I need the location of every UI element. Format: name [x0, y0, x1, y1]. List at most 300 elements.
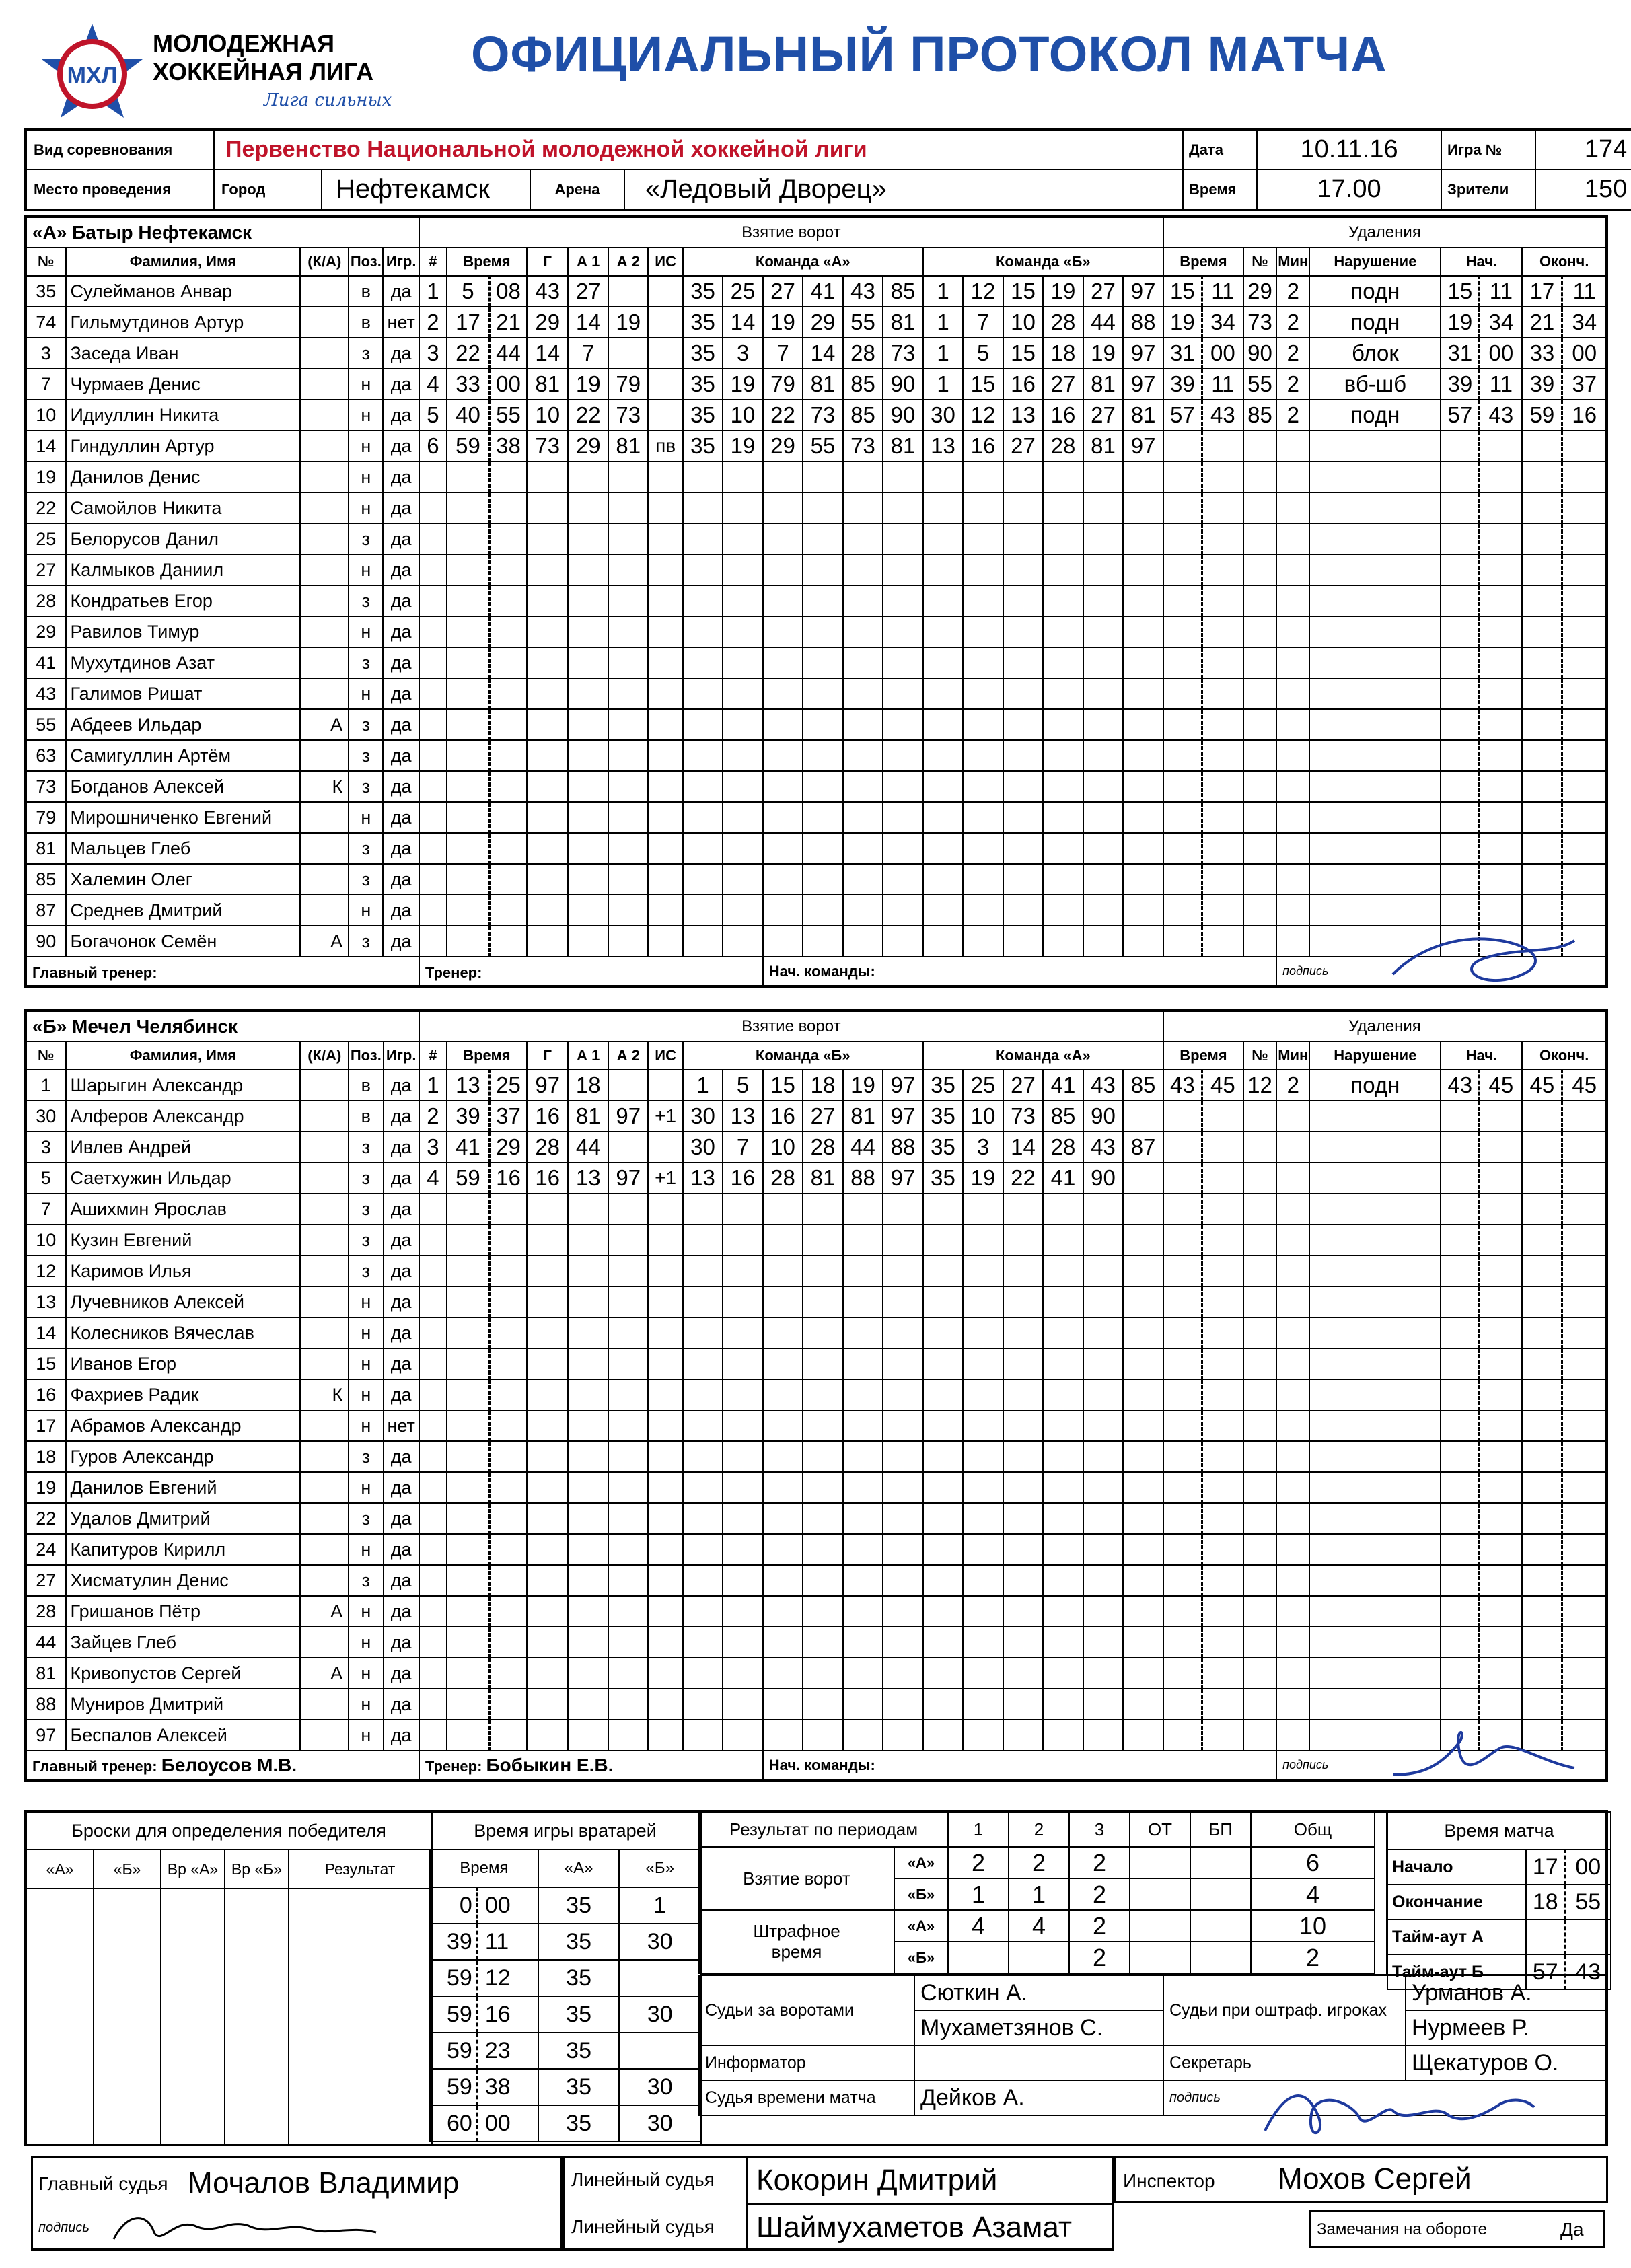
period-value: 1: [948, 1878, 1009, 1910]
period-value: 2: [1069, 1910, 1130, 1942]
pen-end-min: [1522, 740, 1562, 771]
period-value: 4: [1009, 1910, 1069, 1942]
own-on-ice: 35: [683, 276, 723, 307]
pen-start-min: [1441, 833, 1479, 864]
goal-empty: [648, 1224, 682, 1255]
pen-end-sec: [1562, 802, 1607, 833]
player-row: [26, 678, 1607, 709]
pen-end-min: [1522, 1255, 1562, 1286]
player-role: [300, 864, 349, 895]
goal-number: [419, 647, 447, 678]
player-number: 16: [26, 1379, 66, 1410]
goal-empty: [608, 1317, 649, 1348]
time-label: Время: [1183, 170, 1257, 210]
pen-empty: [1309, 1286, 1441, 1317]
goal-empty: [723, 864, 763, 895]
goal-empty: [803, 771, 843, 802]
goalie-a: 35: [538, 1924, 620, 1960]
goal-minute: [447, 554, 490, 585]
player-played: да: [384, 1379, 419, 1410]
goal-empty: [568, 1596, 608, 1627]
goal-empty: [803, 554, 843, 585]
pen-start-min: [1441, 1534, 1479, 1565]
timeout-b-sec: 43: [1565, 1954, 1611, 1989]
player-position: н: [349, 400, 383, 431]
goal-empty: [923, 833, 964, 864]
goal-empty: [608, 740, 649, 771]
player-number: 22: [26, 1503, 66, 1534]
goal-empty: [1043, 864, 1083, 895]
remarks-value: Да: [1560, 2219, 1584, 2240]
pen-start-sec: [1480, 740, 1523, 771]
goal-empty: [883, 462, 923, 492]
player-name: Калмыков Даниил: [66, 554, 301, 585]
goal-empty: [883, 895, 923, 926]
end-label: Окончание: [1387, 1885, 1526, 1919]
pen-start-sec: [1480, 1163, 1523, 1194]
goal-empty: [527, 1224, 569, 1255]
pen-empty: [1202, 1565, 1243, 1596]
pen-empty: [1243, 1472, 1276, 1503]
secretary-label: Секретарь: [1163, 2045, 1406, 2080]
goal-empty: [1123, 1255, 1163, 1286]
date-label: Дата: [1183, 129, 1257, 170]
goal-empty: [490, 1255, 527, 1286]
pen-empty: [1276, 1596, 1309, 1627]
player-name: Удалов Дмитрий: [66, 1503, 301, 1534]
pen-empty: [1276, 1255, 1309, 1286]
own-on-ice: 19: [723, 431, 763, 462]
col-pos: Поз.: [349, 248, 383, 276]
period-value: [1130, 1847, 1190, 1878]
goal-empty: [1043, 523, 1083, 554]
goal-empty: [1083, 647, 1124, 678]
goalie-col-b: «Б»: [619, 1850, 700, 1887]
goal-empty: [608, 864, 649, 895]
col-assist-2: А 2: [608, 248, 649, 276]
pen-end-sec: [1562, 462, 1607, 492]
player-row: [26, 1441, 1607, 1472]
player-position: н: [349, 431, 383, 462]
goal-empty: [1003, 864, 1044, 895]
city-label: Город: [214, 170, 322, 210]
periods-block: [700, 1813, 1373, 1974]
player-number: 87: [26, 895, 66, 926]
goal-empty: [1083, 1627, 1124, 1658]
goal-empty: [883, 1410, 923, 1441]
goal-number: [419, 492, 447, 523]
period-value: [1190, 1847, 1251, 1878]
pen-start-sec: [1480, 1565, 1523, 1596]
opp-on-ice: 35: [923, 1070, 964, 1101]
own-on-ice: 35: [683, 400, 723, 431]
goal-empty: [490, 740, 527, 771]
pen-start-min: [1441, 1503, 1479, 1534]
goal-empty: [923, 895, 964, 926]
player-position: з: [349, 1441, 383, 1472]
pen-minute: [1163, 616, 1202, 647]
goal-empty: [1123, 1534, 1163, 1565]
goal-empty: [963, 523, 1003, 554]
goal-empty: [1003, 585, 1044, 616]
goalie-b: 30: [619, 1996, 700, 2033]
goal-minute: [447, 1255, 490, 1286]
col-assist-1: А 1: [568, 248, 608, 276]
goal-empty: [648, 1194, 682, 1224]
goal-empty: [723, 1348, 763, 1379]
col-assist-2: А 2: [608, 1041, 649, 1070]
goal-empty: [683, 1410, 723, 1441]
player-played: да: [383, 895, 419, 926]
goal-empty: [1123, 1658, 1163, 1689]
goal-empty: [568, 554, 608, 585]
player-number: 74: [26, 307, 66, 338]
opp-on-ice: 81: [1123, 400, 1163, 431]
goal-empty: [490, 926, 527, 957]
player-played: да: [383, 492, 419, 523]
trainer-value: Бобыкин Е.В.: [486, 1754, 614, 1776]
pen-start-min: 57: [1441, 400, 1479, 431]
goal-second: 44: [490, 338, 527, 369]
player-played: да: [384, 1317, 419, 1348]
goal-empty: [763, 802, 803, 833]
goal-is: [648, 1132, 682, 1163]
player-name: Беспалов Алексей: [66, 1720, 301, 1751]
goal-empty: [683, 492, 723, 523]
period-team: «Б»: [894, 1878, 948, 1910]
period-value: 2: [1069, 1942, 1130, 1973]
pen-start-min: [1441, 1472, 1479, 1503]
col-num: №: [26, 248, 66, 276]
goal-empty: [648, 554, 682, 585]
page-title: ОФИЦИАЛЬНЫЙ ПРОТОКОЛ МАТЧА: [471, 26, 1387, 82]
player-position: н: [349, 492, 383, 523]
pen-minute: [1163, 554, 1202, 585]
goal-empty: [843, 492, 883, 523]
own-on-ice: 3: [723, 338, 763, 369]
goal-empty: [1043, 1224, 1083, 1255]
pen-empty: [1243, 1410, 1276, 1441]
pen-end-sec: [1562, 1348, 1607, 1379]
goal-empty: [763, 585, 803, 616]
period-value: [1130, 1910, 1190, 1942]
goal-empty: [683, 1596, 723, 1627]
goal-empty: [963, 1224, 1003, 1255]
goal-empty: [803, 647, 843, 678]
pen-start-sec: [1480, 1472, 1523, 1503]
goal-empty: [923, 1317, 964, 1348]
player-played: да: [383, 802, 419, 833]
goal-empty: [923, 1255, 964, 1286]
pen-end-sec: 11: [1562, 276, 1607, 307]
pen-end-min: [1522, 1194, 1562, 1224]
player-number: 3: [26, 338, 66, 369]
timeout-b-min: 57: [1526, 1954, 1565, 1989]
goal-empty: [843, 1534, 883, 1565]
goal-empty: [923, 1224, 964, 1255]
pen-end-min: [1522, 585, 1562, 616]
player-row: [26, 1379, 1607, 1410]
goal-empty: [923, 1596, 964, 1627]
goal-empty: [1003, 1286, 1044, 1317]
own-on-ice: 97: [883, 1101, 923, 1132]
goalie-a: 35: [538, 1996, 620, 2033]
pen-start-min: [1441, 709, 1479, 740]
player-row: [26, 616, 1607, 647]
goal-empty: [883, 709, 923, 740]
player-played: да: [383, 616, 419, 647]
pen-minute: [1163, 1410, 1202, 1441]
player-position: н: [349, 1286, 383, 1317]
goal-empty: [803, 1194, 843, 1224]
goal-empty: [1043, 926, 1083, 957]
player-number: 28: [26, 1596, 66, 1627]
goal-empty: [803, 1472, 843, 1503]
pen-empty: [1202, 1596, 1243, 1627]
pen-start-sec: [1480, 647, 1523, 678]
shootout-grid: [27, 1887, 431, 2144]
period-value: 4: [1251, 1878, 1375, 1910]
pen-start-min: [1441, 616, 1479, 647]
pen-infraction: подн: [1309, 307, 1441, 338]
opp-on-ice: 1: [923, 276, 964, 307]
player-row: [26, 647, 1607, 678]
goal-empty: [883, 554, 923, 585]
goal-empty: [923, 709, 964, 740]
goal-empty: [490, 1410, 527, 1441]
pen-empty: [1309, 616, 1441, 647]
goal-empty: [843, 554, 883, 585]
goal-number: 3: [419, 338, 447, 369]
goal-assist-1: 22: [568, 400, 608, 431]
player-position: н: [349, 1379, 383, 1410]
player-position: н: [349, 1534, 383, 1565]
player-row: [26, 1534, 1607, 1565]
goal-empty: [1123, 1565, 1163, 1596]
goal-empty: [923, 1379, 964, 1410]
period-value: 10: [1251, 1910, 1375, 1942]
goal-empty: [883, 1379, 923, 1410]
pen-player: 12: [1243, 1070, 1276, 1101]
pen-empty: [1243, 1163, 1276, 1194]
goal-empty: [568, 1472, 608, 1503]
player-number: 19: [26, 462, 66, 492]
player-name: Заседа Иван: [66, 338, 301, 369]
goal-empty: [763, 1627, 803, 1658]
goalie-b: 30: [619, 2105, 700, 2142]
pen-start-min: [1441, 585, 1479, 616]
player-role: [300, 616, 349, 647]
head-coach: [26, 957, 419, 986]
player-number: 25: [26, 523, 66, 554]
goal-empty: [527, 554, 569, 585]
pen-minute: [1163, 1224, 1202, 1255]
own-on-ice: 16: [723, 1163, 763, 1194]
pen-empty: [1243, 1132, 1276, 1163]
pen-minute: 43: [1163, 1070, 1202, 1101]
goal-empty: [683, 1472, 723, 1503]
player-played: да: [384, 1070, 419, 1101]
own-on-ice: 73: [843, 431, 883, 462]
goal-empty: [490, 1224, 527, 1255]
goalie-minute: 60: [430, 2105, 477, 2142]
period-value: 2: [948, 1847, 1009, 1878]
pen-empty: [1202, 1410, 1243, 1441]
goal-empty: [963, 1410, 1003, 1441]
pen-empty: [1243, 1255, 1276, 1286]
pen-start-min: [1441, 802, 1479, 833]
goal-number: [419, 1194, 447, 1224]
pen-start-min: [1441, 523, 1479, 554]
goal-empty: [1003, 647, 1044, 678]
goal-empty: [568, 1658, 608, 1689]
pen-end-min: [1522, 833, 1562, 864]
own-on-ice: 29: [763, 431, 803, 462]
player-position: н: [349, 1627, 383, 1658]
goal-empty: [763, 1441, 803, 1472]
col-name: Фамилия, Имя: [66, 248, 301, 276]
arena-label: Арена: [530, 170, 624, 210]
goal-empty: [1003, 1720, 1044, 1751]
pen-infraction: подн: [1309, 400, 1441, 431]
pen-second: 45: [1202, 1070, 1243, 1101]
goal-empty: [1043, 1658, 1083, 1689]
pen-empty: [1202, 1658, 1243, 1689]
own-on-ice: 14: [803, 338, 843, 369]
pen-empty: [1243, 523, 1276, 554]
goal-empty: [608, 709, 649, 740]
goal-empty: [648, 1472, 682, 1503]
goal-empty: [683, 895, 723, 926]
goal-empty: [963, 1472, 1003, 1503]
own-on-ice: 81: [843, 1101, 883, 1132]
player-role: [300, 647, 349, 678]
referee-signature: [107, 2205, 390, 2253]
player-number: 35: [26, 276, 66, 307]
pen-empty: [1276, 1565, 1309, 1596]
goal-empty: [723, 1596, 763, 1627]
goal-empty: [527, 1410, 569, 1441]
opp-on-ice: 14: [1003, 1132, 1044, 1163]
pen-empty: [1243, 771, 1276, 802]
player-role: А: [300, 926, 349, 957]
goal-empty: [1083, 1534, 1124, 1565]
end-hour: 18: [1526, 1885, 1565, 1919]
goal-empty: [608, 833, 649, 864]
pen-start-min: [1441, 462, 1479, 492]
pen-empty: [1243, 802, 1276, 833]
goal-empty: [608, 678, 649, 709]
pen-start-sec: [1480, 1132, 1523, 1163]
player-played: да: [383, 462, 419, 492]
col-ka: (К/А): [300, 248, 349, 276]
player-name: Лучевников Алексей: [66, 1286, 301, 1317]
goal-empty: [963, 802, 1003, 833]
goal-empty: [490, 1627, 527, 1658]
player-row: [26, 400, 1607, 431]
goal-number: 1: [419, 1070, 447, 1101]
player-row: [26, 1689, 1607, 1720]
goal-empty: [883, 647, 923, 678]
player-role: [300, 1534, 349, 1565]
own-on-ice: 30: [683, 1132, 723, 1163]
goal-number: [419, 1658, 447, 1689]
pen-start-sec: [1480, 802, 1523, 833]
match-time-block: [1386, 1813, 1607, 1985]
goal-empty: [883, 585, 923, 616]
pen-start-min: [1441, 678, 1479, 709]
goal-empty: [608, 926, 649, 957]
goal-empty: [1003, 1565, 1044, 1596]
own-on-ice: 30: [683, 1101, 723, 1132]
goal-empty: [923, 740, 964, 771]
goal-empty: [763, 771, 803, 802]
goal-empty: [883, 1472, 923, 1503]
opp-on-ice: 10: [963, 1101, 1003, 1132]
goal-empty: [883, 616, 923, 647]
pen-empty: [1243, 1441, 1276, 1472]
referee-sign-label: подпись: [38, 2220, 89, 2235]
goal-empty: [803, 1379, 843, 1410]
summary-section: [24, 1810, 1608, 2146]
player-position: н: [349, 1596, 383, 1627]
own-on-ice: 7: [723, 1132, 763, 1163]
goal-empty: [527, 1720, 569, 1751]
own-team-header: Команда «Б»: [683, 1041, 923, 1070]
pen-minutes: 2: [1276, 307, 1309, 338]
goal-empty: [1083, 895, 1124, 926]
goal-number: 2: [419, 1101, 447, 1132]
player-name: Кондратьев Егор: [66, 585, 301, 616]
pen-empty: [1202, 1627, 1243, 1658]
own-on-ice: 90: [883, 369, 923, 400]
goal-empty: [648, 647, 682, 678]
goal-number: [419, 1596, 447, 1627]
pen-empty: [1243, 1194, 1276, 1224]
pen-start-sec: [1480, 1101, 1523, 1132]
player-position: н: [349, 1410, 383, 1441]
pen-start-sec: [1480, 833, 1523, 864]
pen-end-sec: [1562, 647, 1607, 678]
player-played: да: [384, 1596, 419, 1627]
goal-empty: [1003, 1317, 1044, 1348]
goal-empty: [1123, 895, 1163, 926]
opp-on-ice: 19: [1083, 338, 1124, 369]
goal-empty: [1003, 554, 1044, 585]
goal-empty: [963, 1596, 1003, 1627]
linesman-label-1: Линейный судья: [571, 2169, 715, 2190]
goal-empty: [1003, 709, 1044, 740]
player-role: [300, 1255, 349, 1286]
player-role: [300, 1132, 349, 1163]
pen-minute: [1163, 1132, 1202, 1163]
player-position: з: [349, 1194, 383, 1224]
goal-empty: [843, 678, 883, 709]
goal-empty: [490, 554, 527, 585]
pen-end-min: [1522, 1348, 1562, 1379]
goal-empty: [1043, 1194, 1083, 1224]
player-number: 14: [26, 431, 66, 462]
goal-minute: [447, 1317, 490, 1348]
goal-empty: [923, 1720, 964, 1751]
goalie-col-time: Время: [430, 1850, 538, 1887]
goal-empty: [683, 1255, 723, 1286]
goal-minute: 59: [447, 1163, 490, 1194]
player-name: Кривопустов Сергей: [66, 1658, 301, 1689]
own-on-ice: 28: [763, 1163, 803, 1194]
goal-empty: [963, 771, 1003, 802]
pen-minute: 57: [1163, 400, 1202, 431]
